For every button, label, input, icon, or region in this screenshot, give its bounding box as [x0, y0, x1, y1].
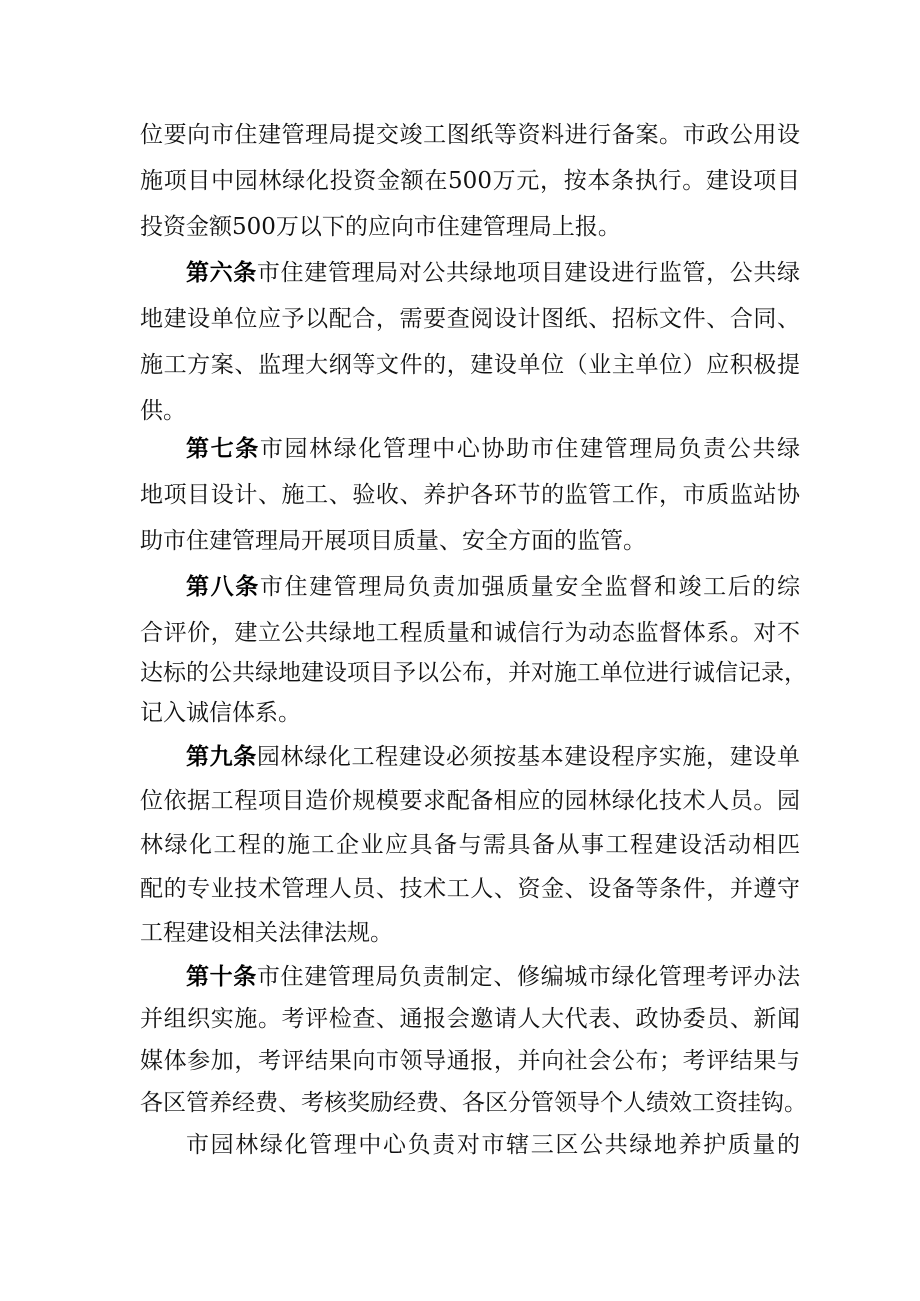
- line-text: 媒体参加，考评结果向市领导通报，并向社会公布；考评结果与: [140, 1048, 800, 1074]
- article-heading: 第七条: [186, 436, 260, 462]
- line-text: 合评价，建立公共绿地工程质量和诚信行为动态监督体系。对不: [140, 620, 800, 646]
- article-heading: 第八条: [186, 574, 260, 600]
- text-line: [140, 204, 800, 250]
- text-line: [140, 690, 800, 736]
- line-text: 投资金额500万以下的应向市住建管理局上报。: [140, 214, 621, 240]
- line-text: 地建设单位应予以配合，需要查阅设计图纸、招标文件、合同、: [140, 306, 800, 332]
- line-text: 位依据工程项目造价规模要求配备相应的园林绿化技术人员。园: [140, 788, 800, 814]
- text-line: [140, 778, 800, 824]
- article-10-first-line: [186, 954, 800, 1000]
- line-text: 地项目设计、施工、验收、养护各环节的监管工作，市质监站协: [140, 482, 800, 508]
- text-line: [140, 996, 800, 1042]
- article-heading: 第十条: [186, 964, 257, 990]
- article-heading: 第六条: [186, 260, 257, 286]
- article-heading: 第九条: [186, 744, 257, 770]
- text-line: [140, 342, 800, 388]
- line-text: 记入诚信体系。: [140, 700, 301, 726]
- line-text: 并组织实施。考评检查、通报会邀请人大代表、政协委员、新闻: [140, 1006, 800, 1032]
- text-line: [140, 158, 800, 204]
- line-text: 园林绿化工程建设必须按基本建设程序实施，建设单: [256, 744, 801, 770]
- line-text: 市住建管理局负责加强质量安全监督和竣工后的综: [259, 574, 800, 600]
- article-6-first-line: [186, 250, 800, 296]
- text-line: [140, 518, 800, 564]
- text-line: [140, 1038, 800, 1084]
- text-line: [140, 472, 800, 518]
- text-line: [140, 296, 800, 342]
- text-line: [140, 822, 800, 868]
- line-text: 林绿化工程的施工企业应具备与需具备从事工程建设活动相匹: [140, 832, 800, 858]
- line-text: 各区管养经费、考核奖励经费、各区分管领导个人绩效工资挂钩。: [140, 1090, 807, 1116]
- text-line: [140, 910, 800, 956]
- line-text: 位要向市住建管理局提交竣工图纸等资料进行备案。市政公用设: [140, 122, 800, 148]
- article-7-first-line: [186, 426, 800, 472]
- paragraph-first-line: [186, 1122, 800, 1168]
- line-text: 工程建设相关法律法规。: [140, 920, 393, 946]
- text-line: [140, 866, 800, 912]
- line-text: 市园林绿化管理中心协助市住建管理局负责公共绿: [259, 436, 800, 462]
- line-text: 施项目中园林绿化投资金额在500万元，按本条执行。建设项目: [140, 168, 800, 194]
- line-text: 市住建管理局负责制定、修编城市绿化管理考评办法: [256, 964, 801, 990]
- line-text: 达标的公共绿地建设项目予以公布，并对施工单位进行诚信记录，: [140, 660, 807, 686]
- line-text: 市住建管理局对公共绿地项目建设进行监管，公共绿: [256, 260, 801, 286]
- line-text: 供。: [140, 398, 186, 424]
- line-text: 助市住建管理局开展项目质量、安全方面的监管。: [140, 528, 646, 554]
- article-8-first-line: [186, 564, 800, 610]
- line-text: 市园林绿化管理中心负责对市辖三区公共绿地养护质量的: [186, 1132, 800, 1158]
- article-9-first-line: [186, 734, 800, 780]
- line-text: 施工方案、监理大纲等文件的，建设单位（业主单位）应积极提: [140, 352, 800, 378]
- text-line: [140, 1080, 807, 1126]
- text-line: [140, 112, 800, 158]
- line-text: 配的专业技术管理人员、技术工人、资金、设备等条件，并遵守: [140, 876, 800, 902]
